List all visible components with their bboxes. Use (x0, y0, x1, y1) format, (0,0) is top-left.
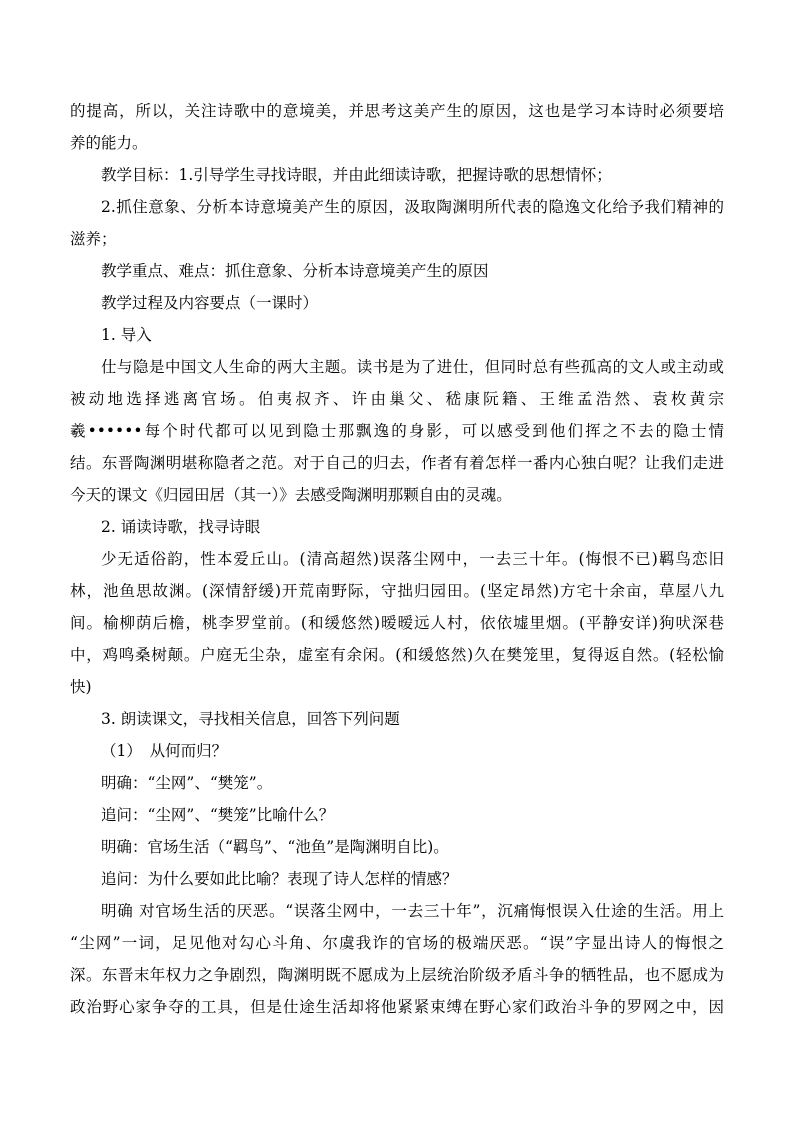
text-line: 教学过程及内容要点（一课时） (101, 294, 319, 312)
text-line: 深。东晋末年权力之争剧烈，陶渊明既不愿成为上层统治阶级矛盾斗争的牺牲品，也不愿成为 (70, 966, 724, 984)
text-line: 今天的课文《归园田居（其一）》去感受陶渊明那颗自由的灵魂。 (70, 486, 512, 504)
text-line: 被动地选择逃离官场。伯夷叔齐、许由巢父、嵇康阮籍、王维孟浩然、袁枚黄宗 (70, 390, 724, 408)
text-line: 明确：“尘网”、“樊笼”。 (101, 774, 273, 792)
text-line: 2. 诵读诗歌，找寻诗眼 (101, 518, 261, 536)
text-line: 明确：官场生活（“羁鸟”、“池鱼”是陶渊明自比)。 (101, 838, 449, 856)
text-line: 政治野心家争夺的工具，但是仕途生活却将他紧紧束缚在野心家们政治斗争的罗网之中，因 (70, 998, 724, 1016)
text-line: 3. 朗读课文，寻找相关信息，回答下列问题 (101, 710, 400, 728)
text-line: 养的能力。 (70, 134, 148, 152)
text-line: 中，鸡鸣桑树颠。户庭无尘杂，虚室有余闲。(和缓悠然)久在樊笼里，复得返自然。(轻松愉 (70, 646, 724, 664)
text-line: “尘网”一词，足见他对勾心斗角、尔虞我诈的官场的极端厌恶。“误”字显出诗人的悔恨之 (70, 934, 724, 952)
text-line: 仕与隐是中国文人生命的两大主题。读书是为了进仕，但同时总有些孤高的文人或主动或 (101, 358, 724, 376)
text-line: 教学重点、难点：抓住意象、分析本诗意境美产生的原因 (101, 262, 489, 280)
text-line: 追问：为什么要如此比喻？表现了诗人怎样的情感？ (101, 870, 458, 888)
text-line: 2.抓住意象、分析本诗意境美产生的原因，汲取陶渊明所代表的隐逸文化给予我们精神的 (101, 198, 724, 216)
text-line: 滋养； (70, 230, 117, 248)
text-line: 明确 对官场生活的厌恶。“误落尘网中，一去三十年”，沉痛悔恨误入仕途的生活。用上 (101, 902, 724, 920)
text-line: 羲••••••每个时代都可以见到隐士那飘逸的身影，可以感受到他们挥之不去的隐士情 (70, 422, 724, 440)
document-page (70, 95, 724, 1023)
text-line: 少无适俗韵，性本爱丘山。(清高超然)误落尘网中，一去三十年。(悔恨不已)羁鸟恋旧 (101, 550, 724, 568)
text-line: 教学目标：1.引导学生寻找诗眼，并由此细读诗歌，把握诗歌的思想情怀； (101, 166, 612, 184)
text-line: 结。东晋陶渊明堪称隐者之范。对于自己的归去，作者有着怎样一番内心独白呢？让我们走进 (70, 454, 724, 472)
text-line: 追问：“尘网”、“樊笼”比喻什么？ (101, 806, 335, 824)
text-line: 的提高，所以，关注诗歌中的意境美，并思考这美产生的原因，这也是学习本诗时必须要培 (70, 102, 724, 120)
text-line: 1. 导入 (101, 326, 152, 344)
text-line: （1） 从何而归？ (101, 742, 228, 760)
text-line: 间。榆柳荫后檐，桃李罗堂前。(和缓悠然)暧暧远人村，依依墟里烟。(平静安详)狗吠深巷 (70, 614, 724, 632)
text-line: 快) (70, 678, 92, 696)
text-line: 林，池鱼思故渊。(深情舒缓)开荒南野际，守拙归园田。(坚定昂然)方宅十余亩，草屋八九 (70, 582, 724, 600)
